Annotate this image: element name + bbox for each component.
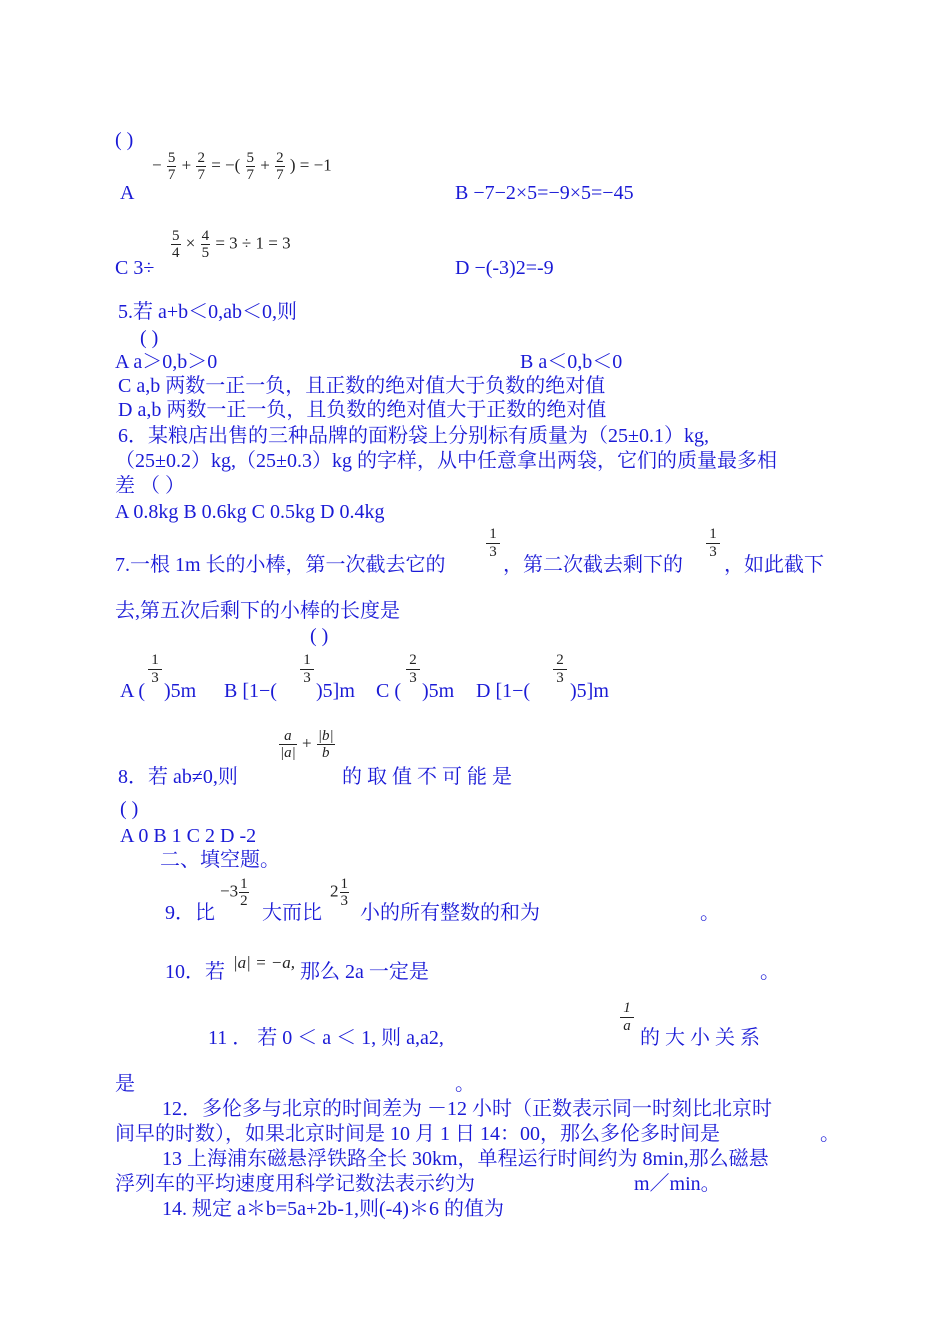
q12-line1: 12．多伦多与北京的时间差为 －12 小时（正数表示同一时刻比北京时 — [162, 1098, 772, 1120]
q5-option-a: A a＞0,b＞0 — [115, 351, 218, 373]
q10-end: 。 — [760, 961, 780, 983]
q5-stem: 5.若 a+b＜0,ab＜0,则 — [118, 301, 298, 323]
q8-answer-paren: ( ) — [120, 798, 139, 820]
q9-pre: 9．比 — [165, 902, 215, 924]
q11-line2: 是 — [115, 1073, 135, 1095]
q7-line2: 去,第五次后剩下的小棒的长度是 — [115, 600, 400, 622]
q11-tail: 的 大 小 关 系 — [640, 1027, 760, 1049]
q7-option-b-post: )5]m — [316, 680, 355, 702]
fraction: $\frac{1}{3}$ — [340, 876, 348, 909]
q8-tail: 的 取 值 不 可 能 是 — [342, 766, 512, 788]
q9-post: 小的所有整数的和为 — [360, 902, 540, 924]
q13-line1: 13 上海浦东磁悬浮铁路全长 30km，单程运行时间约为 8min,那么磁悬 — [162, 1148, 769, 1170]
fraction: $\frac{5}{4}$ — [172, 228, 180, 261]
q6-options: A 0.8kg B 0.6kg C 0.5kg D 0.4kg — [115, 501, 385, 523]
q8-options: A 0 B 1 C 2 D -2 — [120, 825, 257, 847]
q7-option-d-post: )5]m — [570, 680, 609, 702]
q7-option-c-pre: C ( — [376, 680, 401, 702]
q4-option-c-expression: $\frac{5}{4}$ × $\frac{4}{5}$ = 3 ÷ 1 = 3 — [172, 228, 291, 261]
q6-line1: 6．某粮店出售的三种品牌的面粉袋上分别标有质量为（25±0.1）kg, — [118, 425, 709, 447]
q7-fraction-1: 1 3 — [486, 526, 500, 561]
fraction: $\frac{5}{7}$ — [167, 150, 176, 183]
q7-line1a: 7.一根 1m 长的小棒，第一次截去它的 — [115, 554, 446, 576]
q4-option-d: D −(-3)2=-9 — [455, 257, 554, 279]
q12-end: 。 — [820, 1123, 840, 1145]
q7-option-b-pre: B [1−( — [224, 680, 277, 702]
q11-fraction: 1 a — [620, 1000, 634, 1035]
q5-answer-paren: ( ) — [140, 327, 159, 349]
q9-mid: 大而比 — [262, 902, 322, 924]
q14-line: 14. 规定 a＊b=5a+2b-1,则(-4)＊6 的值为 — [162, 1198, 504, 1220]
q12-line2: 间早的时数），如果北京时间是 10 月 1 日 14：00，那么多伦多时间是 — [115, 1123, 720, 1145]
q10-post: 那么 2a 一定是 — [300, 961, 429, 983]
q7-line1c: ，如此截下 — [724, 554, 824, 576]
q8-stem: 8．若 ab≠0,则 — [118, 766, 238, 788]
q4-option-c-label: C 3÷ — [115, 257, 155, 279]
q7-option-c-post: )5m — [422, 680, 455, 702]
q9-end: 。 — [700, 902, 720, 924]
q10-expression: |a| = −a, — [233, 953, 296, 972]
fraction: $\frac{2}{7}$ — [276, 150, 284, 183]
fraction: $\frac{1}{2}$ — [240, 876, 248, 909]
fraction: $\frac{4}{5}$ — [201, 228, 210, 261]
q7-option-a-pre: A ( — [120, 680, 145, 702]
q13-line2: 浮列车的平均速度用科学记数法表示约为 — [115, 1173, 475, 1195]
fraction: $\frac{|b|}{b}$ — [317, 728, 334, 761]
q7-option-d-pre: D [1−( — [476, 680, 531, 702]
q7-line1b: ，第二次截去剩下的 — [503, 554, 683, 576]
q10-pre: 10．若 — [165, 961, 225, 983]
q7-answer-paren: ( ) — [310, 625, 329, 647]
fraction: $\frac{2}{7}$ — [197, 150, 205, 183]
q13-unit: m／min。 — [634, 1173, 721, 1195]
q4-option-a-label: A — [120, 182, 135, 204]
q5-option-d: D a,b 两数一正一负，且负数的绝对值大于正数的绝对值 — [118, 399, 607, 421]
q5-option-c: C a,b 两数一正一负，且正数的绝对值大于负数的绝对值 — [118, 375, 606, 397]
q11-end: 。 — [455, 1073, 475, 1095]
q8-expression: $\frac{a}{|a|}$ + $\frac{|b|}{b}$ — [280, 728, 334, 761]
section-heading: 二、填空题。 — [160, 849, 280, 871]
q7-fraction-2: 1 3 — [706, 526, 720, 561]
q7-option-d-fraction: 2 3 — [553, 652, 567, 687]
q9-mixed-number-1: −3 $\frac{1}{2}$ — [220, 876, 248, 909]
q4-option-a-expression: − $\frac{5}{7}$ + $\frac{2}{7}$ = −( $\frac{5}{7}$ + $\frac{2}{7}$ ) = −1 — [152, 150, 332, 183]
fraction: $\frac{a}{|a|}$ — [280, 728, 296, 761]
q7-option-a-post: )5m — [164, 680, 197, 702]
q7-option-c-fraction: 2 3 — [406, 652, 420, 687]
q7-option-a-fraction: 1 3 — [148, 652, 162, 687]
q6-line3: 差 （ ） — [115, 475, 185, 497]
q9-mixed-number-2: 2 $\frac{1}{3}$ — [330, 876, 348, 909]
q4-option-b: B −7−2×5=−9×5=−45 — [455, 182, 634, 204]
fraction: $\frac{5}{7}$ — [246, 150, 255, 183]
q4-answer-paren: ( ) — [115, 129, 134, 151]
q6-line2: （25±0.2）kg,（25±0.3）kg 的字样，从中任意拿出两袋，它们的质量最多相 — [115, 450, 777, 472]
q7-option-b-fraction: 1 3 — [300, 652, 314, 687]
q5-option-b: B a＜0,b＜0 — [520, 351, 623, 373]
q11-line: 11 ． 若 0 ＜ a ＜ 1, 则 a,a2, — [208, 1027, 444, 1049]
